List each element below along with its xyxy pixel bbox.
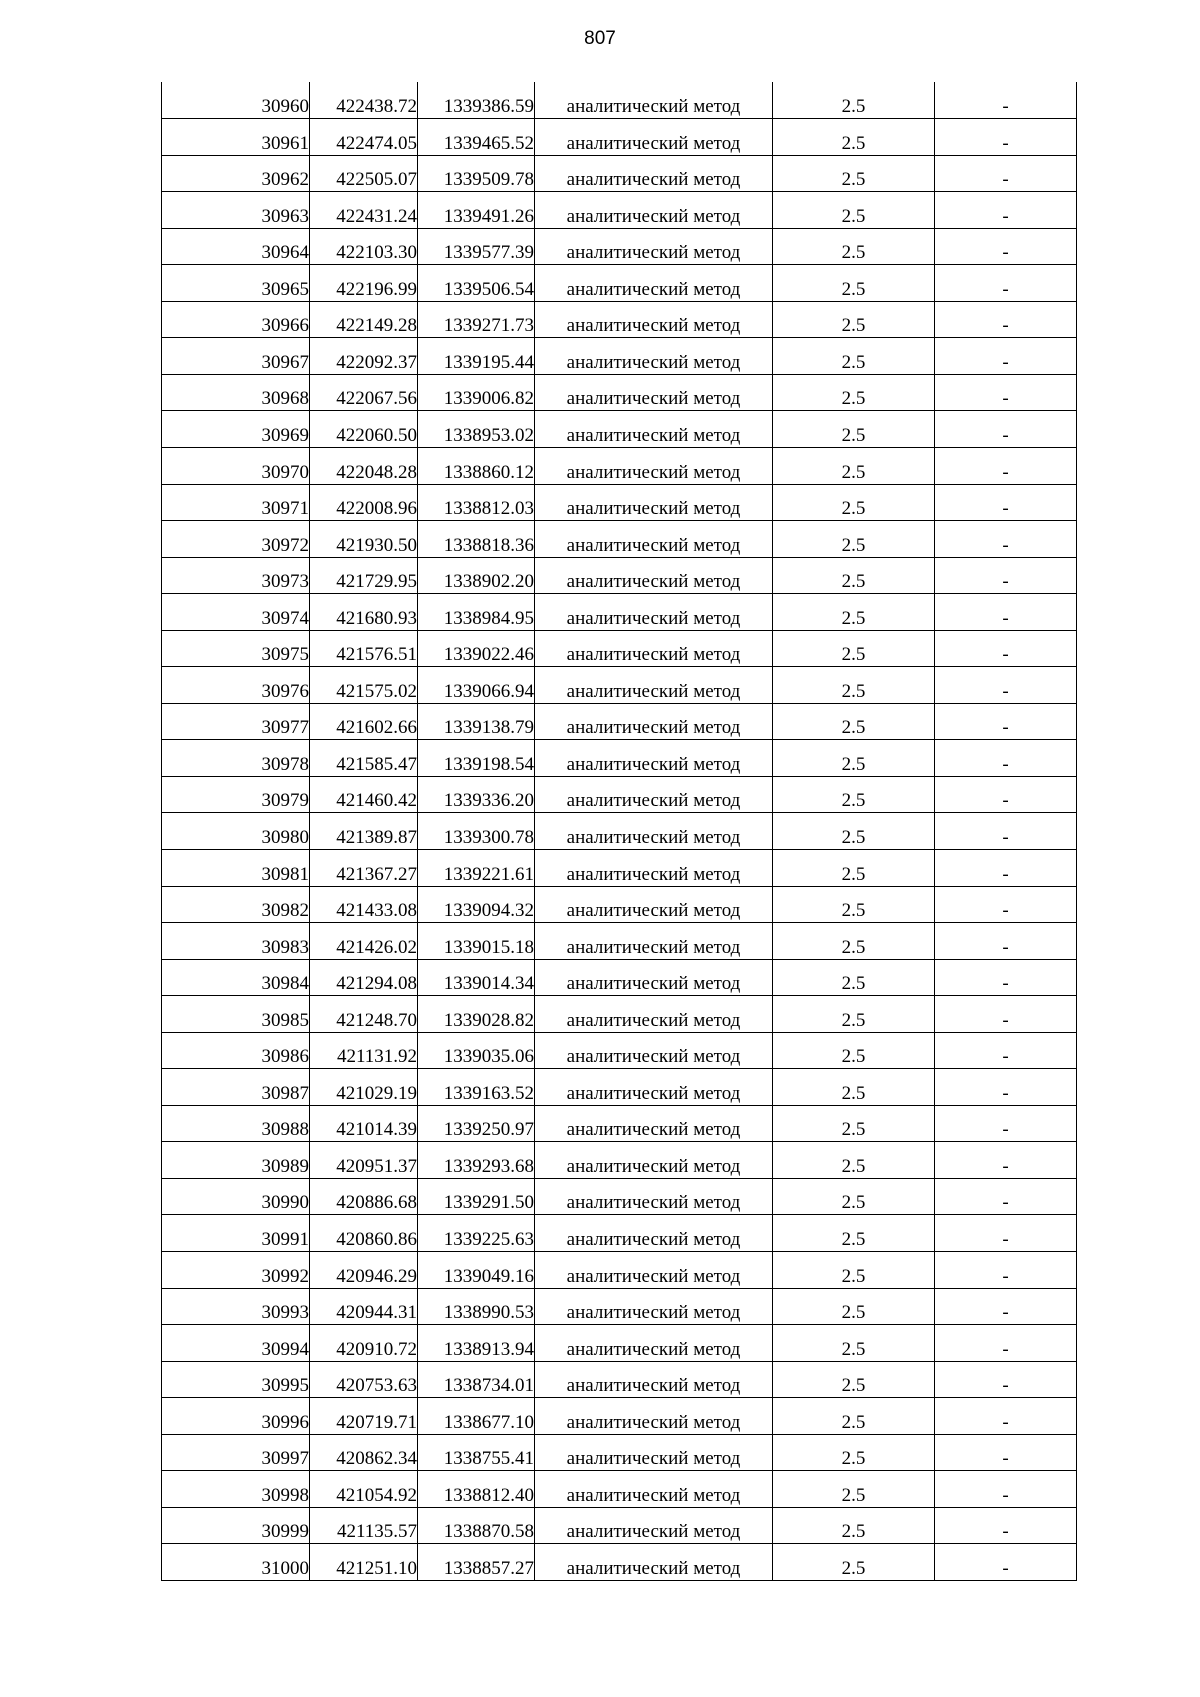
description-cell: - — [935, 630, 1077, 667]
point-number-cell: 30991 — [162, 1215, 310, 1252]
x-coordinate-cell: 421680.93 — [310, 594, 418, 631]
y-coordinate-cell: 1339293.68 — [418, 1142, 535, 1179]
point-number-cell: 30979 — [162, 776, 310, 813]
point-number-cell: 30990 — [162, 1178, 310, 1215]
x-coordinate-cell: 420944.31 — [310, 1288, 418, 1325]
x-coordinate-cell: 420886.68 — [310, 1178, 418, 1215]
point-number-cell: 30975 — [162, 630, 310, 667]
y-coordinate-cell: 1339049.16 — [418, 1252, 535, 1289]
y-coordinate-cell: 1338812.03 — [418, 484, 535, 521]
y-coordinate-cell: 1339291.50 — [418, 1178, 535, 1215]
description-cell: - — [935, 521, 1077, 558]
description-cell: - — [935, 1252, 1077, 1289]
table-row — [162, 1398, 1077, 1435]
description-cell: - — [935, 119, 1077, 156]
accuracy-cell: 2.5 — [773, 594, 935, 631]
accuracy-cell: 2.5 — [773, 484, 935, 521]
x-coordinate-cell: 421131.92 — [310, 1032, 418, 1069]
table-row — [162, 630, 1077, 667]
table-row — [162, 1178, 1077, 1215]
accuracy-cell: 2.5 — [773, 667, 935, 704]
y-coordinate-cell: 1338755.41 — [418, 1434, 535, 1471]
point-number-cell: 30987 — [162, 1069, 310, 1106]
table-row — [162, 484, 1077, 521]
accuracy-cell: 2.5 — [773, 1361, 935, 1398]
method-cell: аналитический метод — [535, 740, 773, 777]
description-cell: - — [935, 411, 1077, 448]
table-row — [162, 667, 1077, 704]
x-coordinate-cell: 420910.72 — [310, 1325, 418, 1362]
point-number-cell: 30973 — [162, 557, 310, 594]
y-coordinate-cell: 1339465.52 — [418, 119, 535, 156]
description-cell: - — [935, 1069, 1077, 1106]
description-cell: - — [935, 849, 1077, 886]
table-row — [162, 1288, 1077, 1325]
y-coordinate-cell: 1339195.44 — [418, 338, 535, 375]
x-coordinate-cell: 422067.56 — [310, 374, 418, 411]
accuracy-cell: 2.5 — [773, 1252, 935, 1289]
method-cell: аналитический метод — [535, 484, 773, 521]
x-coordinate-cell: 422438.72 — [310, 82, 418, 119]
method-cell: аналитический метод — [535, 447, 773, 484]
description-cell: - — [935, 228, 1077, 265]
x-coordinate-cell: 421135.57 — [310, 1507, 418, 1544]
description-cell: - — [935, 1178, 1077, 1215]
y-coordinate-cell: 1338860.12 — [418, 447, 535, 484]
method-cell: аналитический метод — [535, 557, 773, 594]
x-coordinate-cell: 420951.37 — [310, 1142, 418, 1179]
table-row — [162, 1142, 1077, 1179]
point-number-cell: 30977 — [162, 703, 310, 740]
accuracy-cell: 2.5 — [773, 447, 935, 484]
method-cell: аналитический метод — [535, 1471, 773, 1508]
method-cell: аналитический метод — [535, 155, 773, 192]
table-row — [162, 1215, 1077, 1252]
description-cell: - — [935, 1398, 1077, 1435]
description-cell: - — [935, 776, 1077, 813]
accuracy-cell: 2.5 — [773, 1325, 935, 1362]
y-coordinate-cell: 1339386.59 — [418, 82, 535, 119]
x-coordinate-cell: 422092.37 — [310, 338, 418, 375]
x-coordinate-cell: 422008.96 — [310, 484, 418, 521]
table-row — [162, 849, 1077, 886]
description-cell: - — [935, 813, 1077, 850]
x-coordinate-cell: 421585.47 — [310, 740, 418, 777]
method-cell: аналитический метод — [535, 1325, 773, 1362]
x-coordinate-cell: 422474.05 — [310, 119, 418, 156]
accuracy-cell: 2.5 — [773, 1544, 935, 1581]
description-cell: - — [935, 557, 1077, 594]
x-coordinate-cell: 422048.28 — [310, 447, 418, 484]
accuracy-cell: 2.5 — [773, 1069, 935, 1106]
accuracy-cell: 2.5 — [773, 886, 935, 923]
accuracy-cell: 2.5 — [773, 776, 935, 813]
description-cell: - — [935, 374, 1077, 411]
method-cell: аналитический метод — [535, 1105, 773, 1142]
method-cell: аналитический метод — [535, 265, 773, 302]
point-number-cell: 30985 — [162, 996, 310, 1033]
accuracy-cell: 2.5 — [773, 1032, 935, 1069]
x-coordinate-cell: 420862.34 — [310, 1434, 418, 1471]
x-coordinate-cell: 421367.27 — [310, 849, 418, 886]
accuracy-cell: 2.5 — [773, 813, 935, 850]
y-coordinate-cell: 1339163.52 — [418, 1069, 535, 1106]
point-number-cell: 30984 — [162, 959, 310, 996]
point-number-cell: 30976 — [162, 667, 310, 704]
table-row — [162, 338, 1077, 375]
table-row — [162, 923, 1077, 960]
point-number-cell: 30972 — [162, 521, 310, 558]
point-number-cell: 30986 — [162, 1032, 310, 1069]
table-row — [162, 740, 1077, 777]
x-coordinate-cell: 421729.95 — [310, 557, 418, 594]
accuracy-cell: 2.5 — [773, 1398, 935, 1435]
accuracy-cell: 2.5 — [773, 1178, 935, 1215]
table-row — [162, 996, 1077, 1033]
method-cell: аналитический метод — [535, 1178, 773, 1215]
y-coordinate-cell: 1339221.61 — [418, 849, 535, 886]
coordinates-table-body — [162, 82, 1077, 1580]
point-number-cell: 30996 — [162, 1398, 310, 1435]
y-coordinate-cell: 1338990.53 — [418, 1288, 535, 1325]
table-row — [162, 703, 1077, 740]
accuracy-cell: 2.5 — [773, 630, 935, 667]
accuracy-cell: 2.5 — [773, 265, 935, 302]
table-row — [162, 1069, 1077, 1106]
description-cell: - — [935, 1361, 1077, 1398]
table-row — [162, 82, 1077, 119]
table-row — [162, 1325, 1077, 1362]
description-cell: - — [935, 703, 1077, 740]
table-row — [162, 1471, 1077, 1508]
point-number-cell: 30995 — [162, 1361, 310, 1398]
point-number-cell: 31000 — [162, 1544, 310, 1581]
point-number-cell: 30964 — [162, 228, 310, 265]
description-cell: - — [935, 1288, 1077, 1325]
point-number-cell: 30997 — [162, 1434, 310, 1471]
point-number-cell: 30960 — [162, 82, 310, 119]
y-coordinate-cell: 1338913.94 — [418, 1325, 535, 1362]
accuracy-cell: 2.5 — [773, 411, 935, 448]
point-number-cell: 30965 — [162, 265, 310, 302]
y-coordinate-cell: 1339225.63 — [418, 1215, 535, 1252]
point-number-cell: 30981 — [162, 849, 310, 886]
y-coordinate-cell: 1339014.34 — [418, 959, 535, 996]
description-cell: - — [935, 594, 1077, 631]
method-cell: аналитический метод — [535, 521, 773, 558]
x-coordinate-cell: 421576.51 — [310, 630, 418, 667]
table-row — [162, 1105, 1077, 1142]
description-cell: - — [935, 1215, 1077, 1252]
x-coordinate-cell: 420946.29 — [310, 1252, 418, 1289]
x-coordinate-cell: 421014.39 — [310, 1105, 418, 1142]
x-coordinate-cell: 422431.24 — [310, 192, 418, 229]
x-coordinate-cell: 421575.02 — [310, 667, 418, 704]
point-number-cell: 30968 — [162, 374, 310, 411]
method-cell: аналитический метод — [535, 667, 773, 704]
description-cell: - — [935, 667, 1077, 704]
y-coordinate-cell: 1338812.40 — [418, 1471, 535, 1508]
accuracy-cell: 2.5 — [773, 1507, 935, 1544]
method-cell: аналитический метод — [535, 301, 773, 338]
point-number-cell: 30983 — [162, 923, 310, 960]
description-cell: - — [935, 923, 1077, 960]
y-coordinate-cell: 1339509.78 — [418, 155, 535, 192]
method-cell: аналитический метод — [535, 630, 773, 667]
accuracy-cell: 2.5 — [773, 228, 935, 265]
method-cell: аналитический метод — [535, 1215, 773, 1252]
accuracy-cell: 2.5 — [773, 338, 935, 375]
x-coordinate-cell: 422103.30 — [310, 228, 418, 265]
description-cell: - — [935, 338, 1077, 375]
x-coordinate-cell: 421251.10 — [310, 1544, 418, 1581]
point-number-cell: 30966 — [162, 301, 310, 338]
method-cell: аналитический метод — [535, 1398, 773, 1435]
x-coordinate-cell: 421930.50 — [310, 521, 418, 558]
method-cell: аналитический метод — [535, 1142, 773, 1179]
y-coordinate-cell: 1338818.36 — [418, 521, 535, 558]
table-row — [162, 1544, 1077, 1581]
x-coordinate-cell: 421426.02 — [310, 923, 418, 960]
point-number-cell: 30961 — [162, 119, 310, 156]
accuracy-cell: 2.5 — [773, 740, 935, 777]
point-number-cell: 30993 — [162, 1288, 310, 1325]
table-row — [162, 557, 1077, 594]
x-coordinate-cell: 421054.92 — [310, 1471, 418, 1508]
table-row — [162, 119, 1077, 156]
accuracy-cell: 2.5 — [773, 119, 935, 156]
method-cell: аналитический метод — [535, 119, 773, 156]
description-cell: - — [935, 192, 1077, 229]
point-number-cell: 30970 — [162, 447, 310, 484]
description-cell: - — [935, 1507, 1077, 1544]
accuracy-cell: 2.5 — [773, 82, 935, 119]
point-number-cell: 30969 — [162, 411, 310, 448]
table-row — [162, 155, 1077, 192]
description-cell: - — [935, 1434, 1077, 1471]
accuracy-cell: 2.5 — [773, 703, 935, 740]
point-number-cell: 30989 — [162, 1142, 310, 1179]
description-cell: - — [935, 155, 1077, 192]
description-cell: - — [935, 484, 1077, 521]
description-cell: - — [935, 996, 1077, 1033]
table-row — [162, 265, 1077, 302]
table-row — [162, 521, 1077, 558]
table-row — [162, 192, 1077, 229]
method-cell: аналитический метод — [535, 1252, 773, 1289]
y-coordinate-cell: 1338677.10 — [418, 1398, 535, 1435]
description-cell: - — [935, 301, 1077, 338]
x-coordinate-cell: 421433.08 — [310, 886, 418, 923]
y-coordinate-cell: 1339250.97 — [418, 1105, 535, 1142]
x-coordinate-cell: 421389.87 — [310, 813, 418, 850]
y-coordinate-cell: 1338902.20 — [418, 557, 535, 594]
x-coordinate-cell: 422505.07 — [310, 155, 418, 192]
x-coordinate-cell: 421248.70 — [310, 996, 418, 1033]
table-row — [162, 813, 1077, 850]
method-cell: аналитический метод — [535, 813, 773, 850]
description-cell: - — [935, 1032, 1077, 1069]
y-coordinate-cell: 1339271.73 — [418, 301, 535, 338]
accuracy-cell: 2.5 — [773, 557, 935, 594]
point-number-cell: 30994 — [162, 1325, 310, 1362]
point-number-cell: 30999 — [162, 1507, 310, 1544]
table-row — [162, 374, 1077, 411]
description-cell: - — [935, 265, 1077, 302]
point-number-cell: 30992 — [162, 1252, 310, 1289]
description-cell: - — [935, 1105, 1077, 1142]
y-coordinate-cell: 1339022.46 — [418, 630, 535, 667]
y-coordinate-cell: 1339035.06 — [418, 1032, 535, 1069]
accuracy-cell: 2.5 — [773, 1471, 935, 1508]
description-cell: - — [935, 1471, 1077, 1508]
method-cell: аналитический метод — [535, 923, 773, 960]
description-cell: - — [935, 1325, 1077, 1362]
y-coordinate-cell: 1339138.79 — [418, 703, 535, 740]
point-number-cell: 30962 — [162, 155, 310, 192]
accuracy-cell: 2.5 — [773, 374, 935, 411]
method-cell: аналитический метод — [535, 703, 773, 740]
y-coordinate-cell: 1339015.18 — [418, 923, 535, 960]
point-number-cell: 30982 — [162, 886, 310, 923]
x-coordinate-cell: 420719.71 — [310, 1398, 418, 1435]
accuracy-cell: 2.5 — [773, 849, 935, 886]
y-coordinate-cell: 1339336.20 — [418, 776, 535, 813]
x-coordinate-cell: 420753.63 — [310, 1361, 418, 1398]
method-cell: аналитический метод — [535, 1361, 773, 1398]
y-coordinate-cell: 1338857.27 — [418, 1544, 535, 1581]
method-cell: аналитический метод — [535, 1507, 773, 1544]
accuracy-cell: 2.5 — [773, 1215, 935, 1252]
method-cell: аналитический метод — [535, 1544, 773, 1581]
method-cell: аналитический метод — [535, 1032, 773, 1069]
x-coordinate-cell: 421029.19 — [310, 1069, 418, 1106]
x-coordinate-cell: 421602.66 — [310, 703, 418, 740]
y-coordinate-cell: 1339094.32 — [418, 886, 535, 923]
y-coordinate-cell: 1339300.78 — [418, 813, 535, 850]
x-coordinate-cell: 422149.28 — [310, 301, 418, 338]
accuracy-cell: 2.5 — [773, 996, 935, 1033]
accuracy-cell: 2.5 — [773, 1142, 935, 1179]
y-coordinate-cell: 1339198.54 — [418, 740, 535, 777]
description-cell: - — [935, 1142, 1077, 1179]
method-cell: аналитический метод — [535, 959, 773, 996]
point-number-cell: 30988 — [162, 1105, 310, 1142]
point-number-cell: 30980 — [162, 813, 310, 850]
table-row — [162, 447, 1077, 484]
table-row — [162, 886, 1077, 923]
method-cell: аналитический метод — [535, 1434, 773, 1471]
point-number-cell: 30963 — [162, 192, 310, 229]
table-row — [162, 1361, 1077, 1398]
description-cell: - — [935, 959, 1077, 996]
y-coordinate-cell: 1338984.95 — [418, 594, 535, 631]
y-coordinate-cell: 1338953.02 — [418, 411, 535, 448]
method-cell: аналитический метод — [535, 338, 773, 375]
description-cell: - — [935, 82, 1077, 119]
description-cell: - — [935, 447, 1077, 484]
table-row — [162, 776, 1077, 813]
coordinates-table — [161, 82, 1077, 1581]
y-coordinate-cell: 1339506.54 — [418, 265, 535, 302]
point-number-cell: 30974 — [162, 594, 310, 631]
y-coordinate-cell: 1339006.82 — [418, 374, 535, 411]
method-cell: аналитический метод — [535, 1288, 773, 1325]
point-number-cell: 30998 — [162, 1471, 310, 1508]
accuracy-cell: 2.5 — [773, 1105, 935, 1142]
method-cell: аналитический метод — [535, 849, 773, 886]
table-row — [162, 411, 1077, 448]
table-row — [162, 594, 1077, 631]
y-coordinate-cell: 1339028.82 — [418, 996, 535, 1033]
table-row — [162, 1507, 1077, 1544]
point-number-cell: 30978 — [162, 740, 310, 777]
x-coordinate-cell: 420860.86 — [310, 1215, 418, 1252]
accuracy-cell: 2.5 — [773, 959, 935, 996]
accuracy-cell: 2.5 — [773, 521, 935, 558]
x-coordinate-cell: 421294.08 — [310, 959, 418, 996]
x-coordinate-cell: 422060.50 — [310, 411, 418, 448]
method-cell: аналитический метод — [535, 996, 773, 1033]
method-cell: аналитический метод — [535, 594, 773, 631]
y-coordinate-cell: 1338870.58 — [418, 1507, 535, 1544]
table-row — [162, 1252, 1077, 1289]
description-cell: - — [935, 740, 1077, 777]
accuracy-cell: 2.5 — [773, 192, 935, 229]
y-coordinate-cell: 1338734.01 — [418, 1361, 535, 1398]
x-coordinate-cell: 422196.99 — [310, 265, 418, 302]
method-cell: аналитический метод — [535, 776, 773, 813]
y-coordinate-cell: 1339491.26 — [418, 192, 535, 229]
table-row — [162, 228, 1077, 265]
method-cell: аналитический метод — [535, 228, 773, 265]
table-row — [162, 1032, 1077, 1069]
accuracy-cell: 2.5 — [773, 155, 935, 192]
description-cell: - — [935, 1544, 1077, 1581]
method-cell: аналитический метод — [535, 886, 773, 923]
method-cell: аналитический метод — [535, 192, 773, 229]
y-coordinate-cell: 1339577.39 — [418, 228, 535, 265]
x-coordinate-cell: 421460.42 — [310, 776, 418, 813]
page-number: 807 — [584, 28, 616, 49]
description-cell: - — [935, 886, 1077, 923]
accuracy-cell: 2.5 — [773, 1434, 935, 1471]
method-cell: аналитический метод — [535, 1069, 773, 1106]
method-cell: аналитический метод — [535, 411, 773, 448]
y-coordinate-cell: 1339066.94 — [418, 667, 535, 704]
accuracy-cell: 2.5 — [773, 301, 935, 338]
method-cell: аналитический метод — [535, 82, 773, 119]
point-number-cell: 30971 — [162, 484, 310, 521]
accuracy-cell: 2.5 — [773, 1288, 935, 1325]
method-cell: аналитический метод — [535, 374, 773, 411]
table-row — [162, 959, 1077, 996]
table-row — [162, 1434, 1077, 1471]
table-row — [162, 301, 1077, 338]
point-number-cell: 30967 — [162, 338, 310, 375]
accuracy-cell: 2.5 — [773, 923, 935, 960]
